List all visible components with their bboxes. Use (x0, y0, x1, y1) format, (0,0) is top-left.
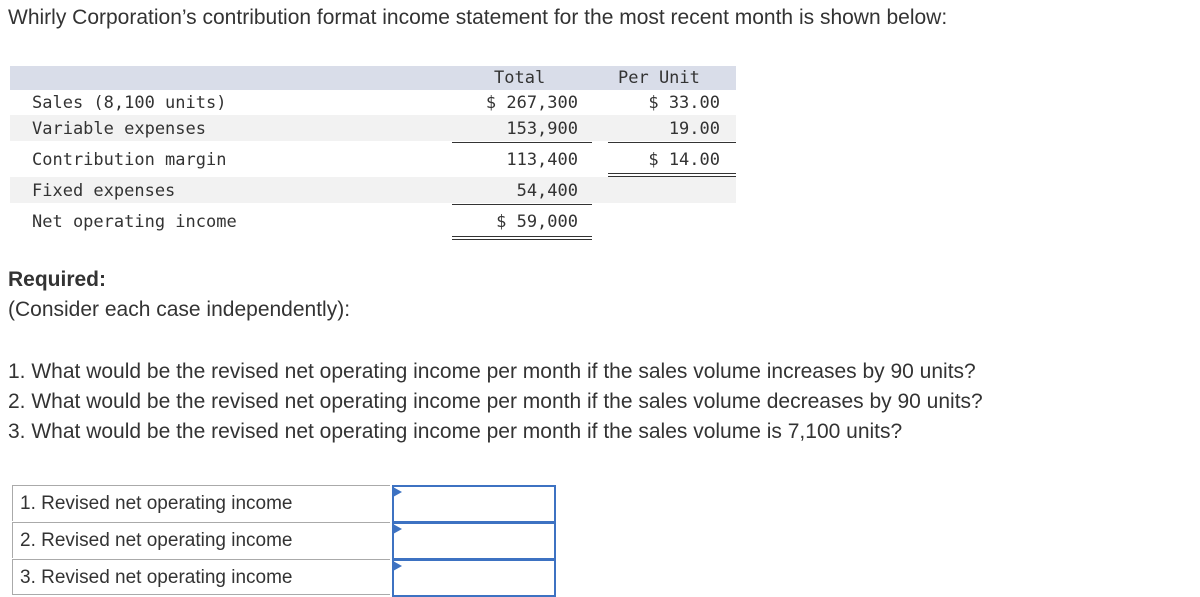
row-label-fixed-expenses: Fixed expenses (32, 181, 176, 201)
intro-text: Whirly Corporation’s contribution format income statement for the most recent month is shown below: (8, 6, 948, 29)
input-marker-icon (393, 487, 402, 497)
question-1: 1. What would be the revised net operating income per month if the sales volume increases by 90 units? (8, 360, 976, 383)
answer-row (12, 522, 554, 559)
required-heading: Required: (8, 268, 107, 291)
row-label-sales: Sales (8,100 units) (32, 93, 227, 113)
row-label-net-operating-income: Net operating income (32, 212, 237, 232)
answer-label-3: 3. Revised net operating income (12, 559, 390, 595)
question-list (8, 357, 983, 447)
required-subtitle: (Consider each case independently): (8, 298, 351, 321)
column-header-total: Total (494, 68, 546, 88)
answer-input-1[interactable] (392, 485, 556, 523)
input-marker-icon (393, 561, 402, 571)
underline-total (452, 204, 592, 205)
sales-total: $ 267,300 (485, 93, 578, 113)
input-marker-icon (393, 524, 402, 534)
question-3: 3. What would be the revised net operating income per month if the sales volume is 7,100 units? (8, 420, 903, 443)
double-underline-per-unit (608, 173, 736, 177)
answer-table (12, 485, 554, 596)
variable-expenses-per-unit: 19.00 (668, 119, 720, 139)
question-2: 2. What would be the revised net operating income per month if the sales volume decreases by 90 units? (8, 390, 983, 413)
contribution-margin-per-unit: $ 14.00 (648, 150, 720, 170)
answer-row (12, 485, 554, 522)
underline-per-unit (608, 142, 736, 143)
row-label-contribution-margin: Contribution margin (32, 150, 227, 170)
net-operating-income-total: $ 59,000 (496, 212, 578, 232)
sales-per-unit: $ 33.00 (648, 93, 720, 113)
double-underline-total (452, 236, 592, 240)
variable-expenses-total: 153,900 (506, 119, 578, 139)
fixed-expenses-total: 54,400 (516, 181, 578, 201)
answer-input-3[interactable] (392, 559, 556, 597)
answer-input-2[interactable] (392, 522, 556, 560)
answer-label-2: 2. Revised net operating income (12, 522, 390, 558)
income-statement-table (10, 66, 736, 246)
column-header-per-unit: Per Unit (618, 68, 700, 88)
row-label-variable-expenses: Variable expenses (32, 119, 206, 139)
contribution-margin-total: 113,400 (506, 150, 578, 170)
answer-row (12, 559, 554, 596)
underline-total (452, 142, 592, 143)
answer-label-1: 1. Revised net operating income (12, 485, 390, 521)
